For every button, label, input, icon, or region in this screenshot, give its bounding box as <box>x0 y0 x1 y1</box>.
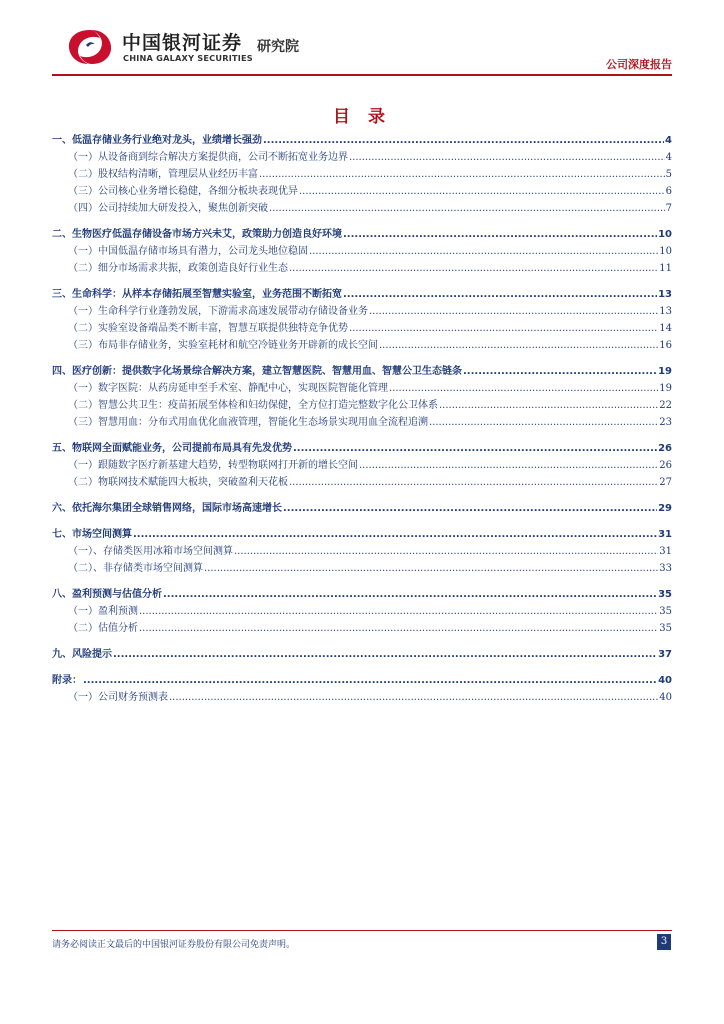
report-type-label: 公司深度报告 <box>606 58 672 71</box>
toc-entry-title: （一）公司财务预测表 <box>68 692 168 703</box>
toc-subsection-entry[interactable] <box>52 149 672 166</box>
toc-leader-dots <box>349 320 658 337</box>
toc-entry-title: 七、市场空间测算 <box>52 529 132 540</box>
toc-subsection-entry[interactable] <box>52 260 672 277</box>
toc-leader-dots <box>309 243 658 260</box>
toc-spacer <box>52 491 672 500</box>
toc-leader-dots <box>293 440 657 457</box>
toc-leader-dots <box>204 560 658 577</box>
toc-leader-dots <box>463 363 657 380</box>
toc-entry-title: 九、风险提示 <box>52 649 112 660</box>
toc-leader-dots <box>139 603 658 620</box>
toc-leader-dots <box>269 200 665 217</box>
toc-entry-title: （一）数字医院：从药房延申至手术室、静配中心，实现医院智能化管理 <box>68 383 388 394</box>
toc-section-entry[interactable] <box>52 363 672 380</box>
toc-spacer <box>52 663 672 672</box>
toc-entry-page: 14 <box>659 323 672 334</box>
toc-entry-page: 31 <box>658 529 672 540</box>
toc-leader-dots <box>343 286 657 303</box>
toc-leader-dots <box>169 689 658 706</box>
toc-spacer <box>52 431 672 440</box>
footer-divider <box>52 930 672 931</box>
toc-entry-page: 16 <box>659 340 672 351</box>
toc-subsection-entry[interactable] <box>52 303 672 320</box>
toc-subsection-entry[interactable] <box>52 337 672 354</box>
toc-entry-page: 26 <box>658 443 672 454</box>
toc-entry-title: （三）公司核心业务增长稳健，各细分板块表现优异 <box>68 186 298 197</box>
toc-entry-page: 35 <box>659 606 672 617</box>
toc-entry-page: 22 <box>659 400 672 411</box>
toc-entry-title: （一）中国低温存储市场具有潜力，公司龙头地位稳固 <box>68 246 308 257</box>
toc-entry-page: 7 <box>665 203 672 214</box>
toc-spacer <box>52 217 672 226</box>
brand-name-en: CHINA GALAXY SECURITIES <box>123 53 253 63</box>
table-of-contents <box>52 132 672 706</box>
toc-entry-page: 26 <box>659 460 672 471</box>
toc-section-entry[interactable] <box>52 226 672 243</box>
toc-subsection-entry[interactable] <box>52 620 672 637</box>
toc-subsection-entry[interactable] <box>52 397 672 414</box>
toc-subsection-entry[interactable] <box>52 560 672 577</box>
toc-entry-page: 19 <box>659 383 672 394</box>
toc-entry-title: 八、盈利预测与估值分析 <box>52 589 162 600</box>
toc-leader-dots <box>283 500 657 517</box>
toc-leader-dots <box>139 620 658 637</box>
toc-entry-title: （二）物联网技术赋能四大板块，突破盈利天花板 <box>68 477 288 488</box>
toc-entry-title: （三）智慧用血：分布式用血优化血液管理，智能化生态场景实现用血全流程追溯 <box>68 417 428 428</box>
toc-entry-page: 6 <box>665 186 672 197</box>
toc-section-entry[interactable] <box>52 526 672 543</box>
toc-entry-title: （一）盈利预测 <box>68 606 138 617</box>
toc-entry-title: （二）细分市场需求共振，政策创造良好行业生态 <box>68 263 288 274</box>
toc-leader-dots <box>343 226 657 243</box>
toc-entry-title: 附录： <box>52 675 82 686</box>
page-number: 3 <box>657 934 671 950</box>
toc-leader-dots <box>349 149 665 166</box>
toc-section-entry[interactable] <box>52 286 672 303</box>
toc-leader-dots <box>439 397 658 414</box>
institute-label: 研究院 <box>257 39 299 55</box>
disclaimer-text: 请务必阅读正文最后的中国银河证券股份有限公司免责声明。 <box>52 940 296 950</box>
galaxy-logo-icon <box>66 26 114 68</box>
toc-spacer <box>52 577 672 586</box>
toc-entry-title: （二）实验室设备端品类不断丰富，智慧互联提供独特竞争优势 <box>68 323 348 334</box>
toc-subsection-entry[interactable] <box>52 166 672 183</box>
toc-spacer <box>52 277 672 286</box>
toc-section-entry[interactable] <box>52 646 672 663</box>
toc-entry-title: 五、物联网全面赋能业务，公司提前布局具有先发优势 <box>52 443 292 454</box>
toc-entry-title: （二）智慧公共卫生：疫苗拓展至体检和妇幼保健，全方位打造完整数字化公卫体系 <box>68 400 438 411</box>
toc-entry-page: 29 <box>658 503 672 514</box>
header-divider <box>52 74 672 76</box>
toc-entry-title: 二、生物医疗低温存储设备市场方兴未艾，政策助力创造良好环境 <box>52 229 342 240</box>
toc-section-entry[interactable] <box>52 500 672 517</box>
toc-entry-page: 35 <box>659 623 672 634</box>
toc-entry-title: （二）股权结构清晰，管理层从业经历丰富 <box>68 169 258 180</box>
toc-title: 目 录 <box>333 107 391 127</box>
toc-spacer <box>52 637 672 646</box>
toc-entry-title: （一）从设备商到综合解决方案提供商，公司不断拓宽业务边界 <box>68 152 348 163</box>
toc-leader-dots <box>369 303 658 320</box>
toc-entry-page: 13 <box>658 289 672 300</box>
toc-entry-page: 33 <box>659 563 672 574</box>
brand-name-cn: 中国银河证券 <box>122 32 243 54</box>
toc-leader-dots <box>133 526 657 543</box>
toc-subsection-entry[interactable] <box>52 200 672 217</box>
toc-section-entry[interactable] <box>52 586 672 603</box>
toc-leader-dots <box>429 414 658 431</box>
toc-entry-title: （一）跟随数字医疗新基建大趋势，转型物联网打开新的增长空间 <box>68 460 358 471</box>
toc-entry-page: 5 <box>665 169 672 180</box>
toc-entry-title: （四）公司持续加大研发投入，聚焦创新突破 <box>68 203 268 214</box>
toc-leader-dots <box>379 337 658 354</box>
toc-entry-page: 37 <box>658 649 672 660</box>
toc-leader-dots <box>163 586 657 603</box>
toc-entry-title: 一、低温存储业务行业绝对龙头，业绩增长强劲 <box>52 135 262 146</box>
toc-leader-dots <box>299 183 665 200</box>
toc-entry-page: 40 <box>658 675 672 686</box>
toc-entry-title: （三）布局非存储业务，实验室耗材和航空冷链业务开辟新的成长空间 <box>68 340 378 351</box>
toc-entry-page: 11 <box>659 263 672 274</box>
page-header <box>0 0 724 78</box>
toc-entry-title: （一）生命科学行业蓬勃发展，下游需求高速发展带动存储设备业务 <box>68 306 368 317</box>
toc-spacer <box>52 354 672 363</box>
toc-subsection-entry[interactable] <box>52 243 672 260</box>
toc-entry-page: 10 <box>658 229 672 240</box>
toc-entry-page: 40 <box>659 692 672 703</box>
toc-section-entry[interactable] <box>52 440 672 457</box>
toc-subsection-entry[interactable] <box>52 414 672 431</box>
toc-leader-dots <box>113 646 657 663</box>
toc-leader-dots <box>234 543 658 560</box>
toc-subsection-entry[interactable] <box>52 543 672 560</box>
toc-section-entry[interactable] <box>52 672 672 689</box>
toc-entry-title: （二）、非存储类市场空间测算 <box>68 563 203 574</box>
toc-entry-page: 4 <box>665 152 672 163</box>
toc-entry-page: 27 <box>659 477 672 488</box>
toc-subsection-entry[interactable] <box>52 474 672 491</box>
toc-subsection-entry[interactable] <box>52 320 672 337</box>
toc-leader-dots <box>389 380 658 397</box>
toc-entry-title: 三、生命科学：从样本存储拓展至智慧实验室，业务范围不断拓宽 <box>52 289 342 300</box>
toc-entry-title: （二）估值分析 <box>68 623 138 634</box>
toc-entry-page: 4 <box>665 135 672 146</box>
toc-entry-title: 四、医疗创新：提供数字化场景综合解决方案，建立智慧医院、智慧用血、智慧公卫生态链条 <box>52 366 462 377</box>
toc-section-entry[interactable] <box>52 132 672 149</box>
toc-subsection-entry[interactable] <box>52 457 672 474</box>
toc-entry-page: 13 <box>659 306 672 317</box>
toc-entry-page: 19 <box>658 366 672 377</box>
toc-leader-dots <box>289 260 658 277</box>
toc-leader-dots <box>289 474 658 491</box>
toc-subsection-entry[interactable] <box>52 689 672 706</box>
toc-entry-page: 31 <box>659 546 672 557</box>
toc-subsection-entry[interactable] <box>52 380 672 397</box>
toc-leader-dots <box>83 672 657 689</box>
toc-entry-page: 35 <box>658 589 672 600</box>
toc-spacer <box>52 517 672 526</box>
toc-entry-page: 10 <box>659 246 672 257</box>
toc-entry-title: （一）、存储类医用冰箱市场空间测算 <box>68 546 233 557</box>
toc-subsection-entry[interactable] <box>52 183 672 200</box>
toc-leader-dots <box>359 457 658 474</box>
toc-leader-dots <box>259 166 665 183</box>
toc-leader-dots <box>263 132 664 149</box>
toc-entry-title: 六、依托海尔集团全球销售网络，国际市场高速增长 <box>52 503 282 514</box>
toc-entry-page: 23 <box>659 417 672 428</box>
toc-subsection-entry[interactable] <box>52 603 672 620</box>
